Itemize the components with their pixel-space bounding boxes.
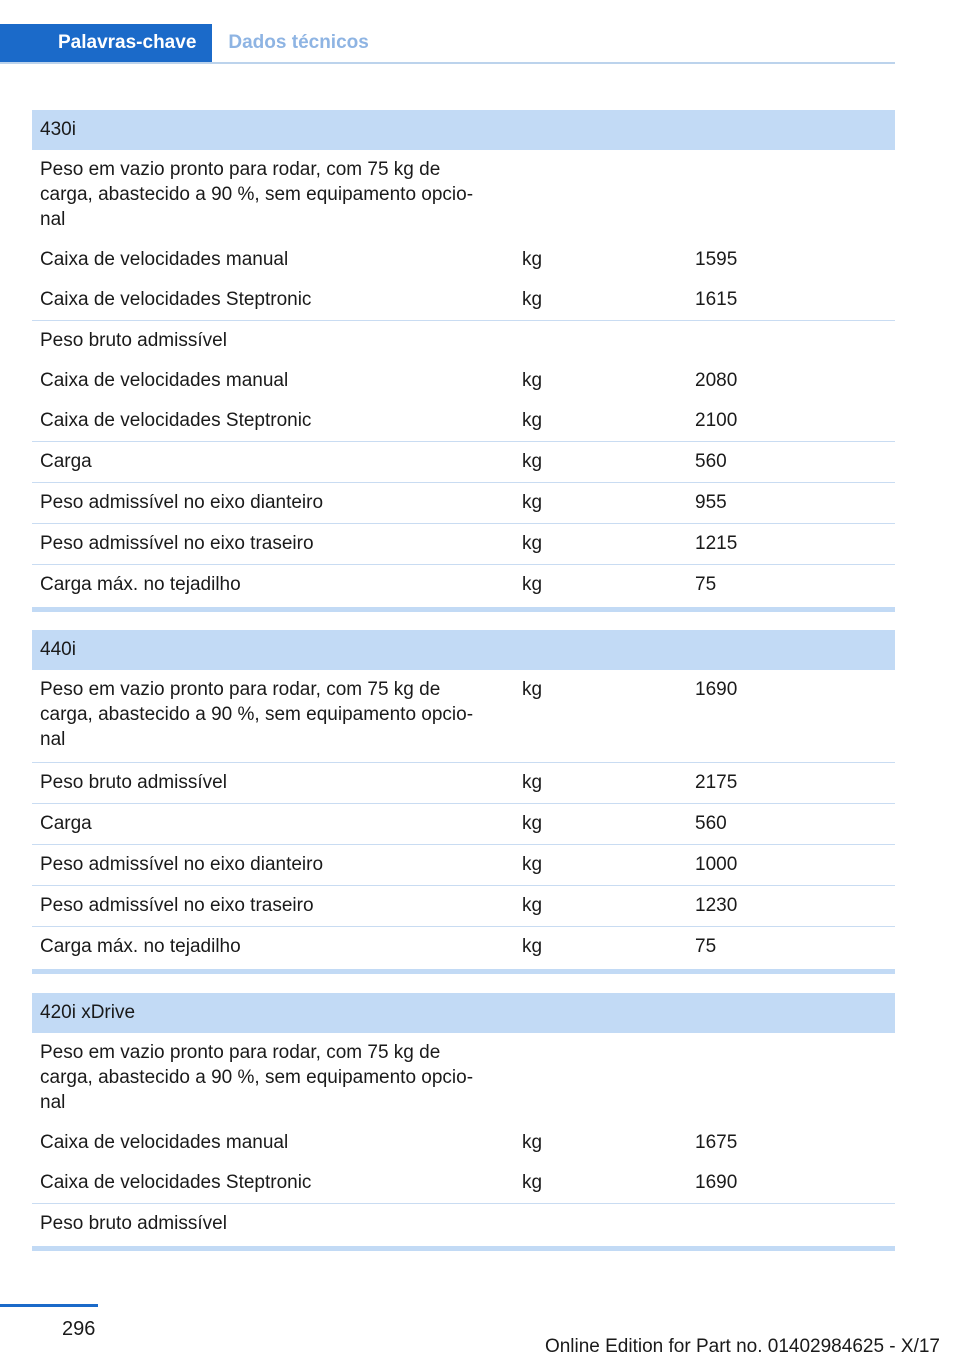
- row-value: 1690: [695, 1172, 738, 1193]
- table-row: [32, 361, 895, 401]
- row-unit: kg: [522, 533, 543, 554]
- row-label: Peso admissível no eixo traseiro: [40, 533, 314, 554]
- row-value: 2175: [695, 772, 738, 793]
- row-unit: kg: [522, 574, 543, 595]
- row-unit: kg: [522, 936, 543, 957]
- spec-section-430i: [32, 110, 895, 612]
- table-row: [32, 320, 895, 361]
- edition-footer: Online Edition for Part no. 01402984625 - X/17: [544, 1336, 940, 1357]
- row-label: Peso em vazio pronto para rodar, com 75 kg de carga, abastecido a 90 %, sem equipamento opcio‐nal: [40, 159, 474, 230]
- row-value: 1675: [695, 1132, 738, 1153]
- row-label: Carga: [40, 451, 92, 472]
- row-value: 2080: [695, 370, 738, 391]
- row-label: Peso admissível no eixo dianteiro: [40, 854, 324, 875]
- row-label: Caixa de velocidades Steptronic: [40, 410, 312, 431]
- spec-section-420i-xdrive: [32, 993, 895, 1251]
- row-value: 560: [695, 451, 727, 472]
- row-label: Peso bruto admissível: [40, 772, 227, 793]
- row-value: 560: [695, 813, 727, 834]
- row-value: 1615: [695, 289, 738, 310]
- table-row: [32, 1163, 895, 1203]
- row-label: Peso bruto admissível: [40, 1213, 227, 1234]
- row-value: 75: [695, 574, 717, 595]
- row-value: 2100: [695, 410, 738, 431]
- row-value: 955: [695, 492, 727, 513]
- table-row: [32, 482, 895, 523]
- row-unit: kg: [522, 679, 543, 700]
- table-row: [32, 150, 895, 240]
- section-divider: [32, 607, 895, 612]
- row-label: Peso em vazio pronto para rodar, com 75 kg de carga, abastecido a 90 %, sem equipamento opcio‐nal: [40, 1042, 474, 1113]
- row-label: Carga máx. no tejadilho: [40, 936, 241, 957]
- row-label: Peso admissível no eixo traseiro: [40, 895, 314, 916]
- row-label: Peso admissível no eixo dianteiro: [40, 492, 324, 513]
- row-unit: kg: [522, 772, 543, 793]
- top-navigation: [0, 24, 895, 64]
- table-row: [32, 564, 895, 605]
- page-number: 296: [62, 1318, 96, 1340]
- row-unit: kg: [522, 410, 543, 431]
- row-label: Peso bruto admissível: [40, 330, 227, 351]
- row-value: 75: [695, 936, 717, 957]
- row-label: Caixa de velocidades manual: [40, 249, 289, 270]
- section-title: 430i: [32, 110, 895, 150]
- row-value: 1215: [695, 533, 738, 554]
- row-value: 1690: [695, 679, 738, 700]
- table-row: [32, 885, 895, 926]
- row-label: Carga: [40, 813, 92, 834]
- page-number-rule: [0, 1304, 98, 1307]
- row-unit: kg: [522, 370, 543, 391]
- row-unit: kg: [522, 895, 543, 916]
- row-unit: kg: [522, 854, 543, 875]
- row-label: Caixa de velocidades Steptronic: [40, 1172, 312, 1193]
- table-row: [32, 1033, 895, 1123]
- tab-keywords[interactable]: Palavras-chave: [0, 24, 212, 62]
- table-row: [32, 803, 895, 844]
- row-unit: kg: [522, 289, 543, 310]
- row-unit: kg: [522, 249, 543, 270]
- table-row: [32, 844, 895, 885]
- spec-section-440i: [32, 630, 895, 974]
- row-label: Carga máx. no tejadilho: [40, 574, 241, 595]
- row-label: Caixa de velocidades Steptronic: [40, 289, 312, 310]
- row-value: 1000: [695, 854, 738, 875]
- row-unit: kg: [522, 1132, 543, 1153]
- row-label: Caixa de velocidades manual: [40, 370, 289, 391]
- row-label: Caixa de velocidades manual: [40, 1132, 289, 1153]
- table-row: [32, 523, 895, 564]
- table-row: [32, 401, 895, 441]
- section-title: 420i xDrive: [32, 993, 895, 1033]
- row-unit: kg: [522, 492, 543, 513]
- table-row: [32, 926, 895, 967]
- section-divider: [32, 1246, 895, 1251]
- section-divider: [32, 969, 895, 974]
- table-row: [32, 1203, 895, 1244]
- table-row: [32, 670, 895, 762]
- row-unit: kg: [522, 451, 543, 472]
- section-title: 440i: [32, 630, 895, 670]
- row-unit: kg: [522, 1172, 543, 1193]
- row-value: 1595: [695, 249, 738, 270]
- row-unit: kg: [522, 813, 543, 834]
- table-row: [32, 1123, 895, 1163]
- table-row: [32, 280, 895, 320]
- table-row: [32, 240, 895, 280]
- tab-technical-data[interactable]: Dados técnicos: [228, 32, 369, 53]
- row-value: 1230: [695, 895, 738, 916]
- row-label: Peso em vazio pronto para rodar, com 75 kg de carga, abastecido a 90 %, sem equipamento opcio‐nal: [40, 679, 474, 750]
- table-row: [32, 762, 895, 803]
- table-row: [32, 441, 895, 482]
